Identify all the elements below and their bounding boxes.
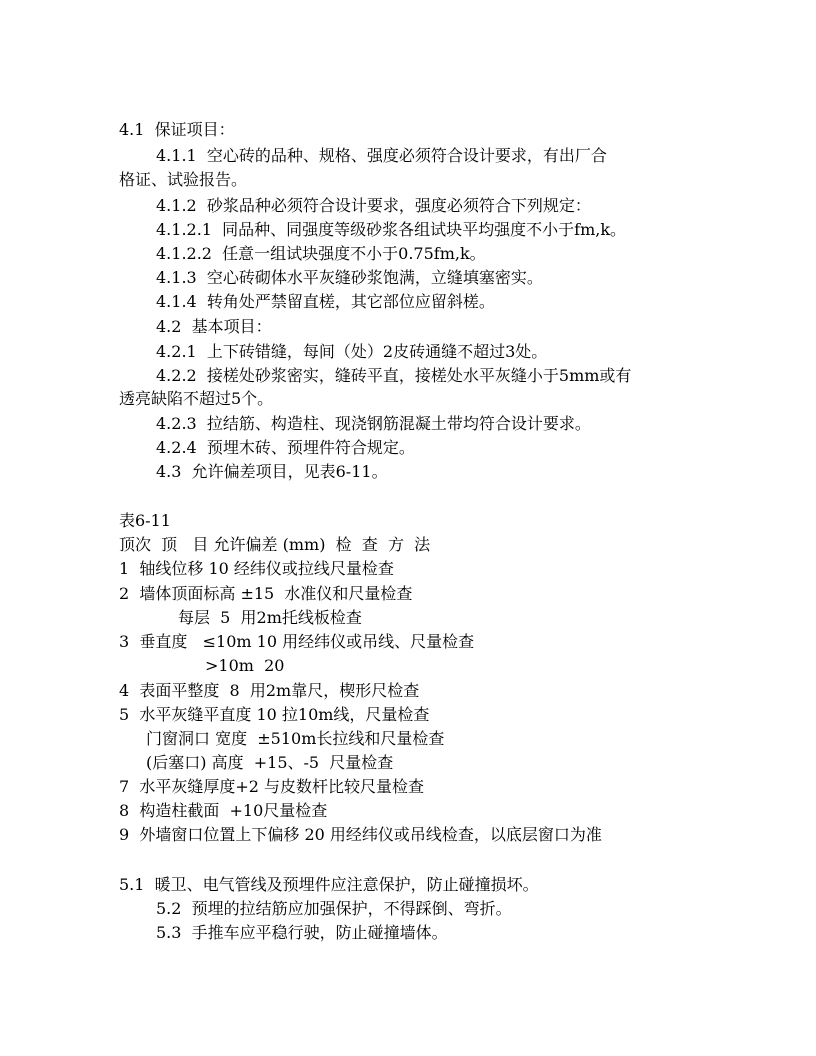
clause-4-2-3: 4.2.3 拉结筋、构造柱、现浇钢筋混凝土带均符合设计要求。 <box>156 414 591 433</box>
table-row: 9 外墙窗口位置上下偏移 20 用经纬仪或吊线检查，以底层窗口为准 <box>119 825 602 844</box>
table-row: 2 墙体顶面标高 ±15 水准仪和尺量检查 <box>119 584 413 603</box>
clause-4-2-2: 4.2.2 接槎处砂浆密实，缝砖平直，接槎处水平灰缝小于5mm或有 <box>156 366 632 385</box>
table-row: 门窗洞口 宽度 ±510m长拉线和尺量检查 <box>146 729 445 748</box>
clause-4-2-2-cont: 透亮缺陷不超过5个。 <box>119 389 274 408</box>
table-header: 顶次 顶 目 允许偏差 (mm) 检 查 方 法 <box>119 535 431 554</box>
clause-4-1-2: 4.1.2 砂浆品种必须符合设计要求，强度必须符合下列规定： <box>156 196 591 215</box>
heading-4-1: 4.1 保证项目： <box>119 120 235 139</box>
clause-4-2-1: 4.2.1 上下砖错缝，每间（处）2皮砖通缝不超过3处。 <box>156 342 548 361</box>
heading-4-2: 4.2 基本项目： <box>156 317 272 336</box>
table-title: 表6-11 <box>119 511 171 530</box>
clause-4-1-3: 4.1.3 空心砖砌体水平灰缝砂浆饱满，立缝填塞密实。 <box>156 268 543 287</box>
clause-4-2-4: 4.2.4 预埋木砖、预埋件符合规定。 <box>156 438 415 457</box>
clause-4-1-1-cont: 格证、试验报告。 <box>119 170 248 189</box>
clause-5-3: 5.3 手推车应平稳行驶，防止碰撞墙体。 <box>156 923 448 942</box>
clause-4-1-2-2: 4.1.2.2 任意一组试块强度不小于0.75fm,k。 <box>156 244 486 263</box>
clause-5-1: 5.1 暖卫、电气管线及预埋件应注意保护，防止碰撞损坏。 <box>119 875 539 894</box>
clause-4-1-4: 4.1.4 转角处严禁留直槎，其它部位应留斜槎。 <box>156 292 495 311</box>
table-row: (后塞口) 高度 +15、-5 尺量检查 <box>146 753 394 772</box>
table-row: 1 轴线位移 10 经纬仪或拉线尺量检查 <box>119 559 394 578</box>
table-row: 4 表面平整度 8 用2m靠尺，楔形尺检查 <box>119 681 420 700</box>
table-row: 7 水平灰缝厚度+2 与皮数杆比较尺量检查 <box>119 777 425 796</box>
table-row: 每层 5 用2m托线板检查 <box>178 608 362 627</box>
table-row: 5 水平灰缝平直度 10 拉10m线，尺量检查 <box>119 705 430 724</box>
clause-4-1-1: 4.1.1 空心砖的品种、规格、强度必须符合设计要求，有出厂合 <box>156 146 607 165</box>
heading-4-3: 4.3 允许偏差项目，见表6-11。 <box>156 462 388 481</box>
clause-4-1-2-1: 4.1.2.1 同品种、同强度等级砂浆各组试块平均强度不小于fm,k。 <box>156 220 627 239</box>
clause-5-2: 5.2 预埋的拉结筋应加强保护，不得踩倒、弯折。 <box>156 899 512 918</box>
table-row: 3 垂直度 ≤10m 10 用经纬仪或吊线、尺量检查 <box>119 632 475 651</box>
table-row: >10m 20 <box>205 656 285 675</box>
table-row: 8 构造柱截面 +10尺量检查 <box>119 801 328 820</box>
